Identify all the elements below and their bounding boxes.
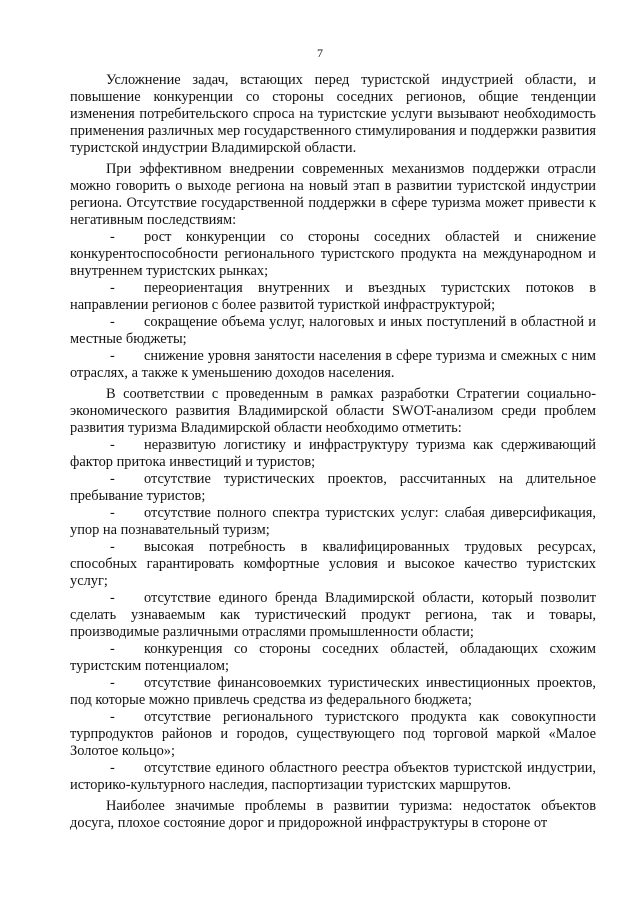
- list-item: [70, 437, 596, 471]
- list-item-text: снижение уровня занятости населения в сфере туризма и смежных с ним отраслях, а также к уменьшению доходов населения.: [70, 348, 596, 381]
- list-dash: -: [110, 229, 115, 245]
- list-dash: -: [110, 675, 115, 691]
- list-dash: -: [110, 641, 115, 657]
- list-dash: -: [110, 471, 115, 487]
- list-item: [70, 229, 596, 280]
- list-dash: -: [110, 590, 115, 606]
- list-item-text: переориентация внутренних и въездных туристских потоков в направлении регионов с более развитой туристкой инфраструктурой;: [70, 280, 596, 313]
- list-dash: -: [110, 760, 115, 776]
- list-dash: -: [110, 348, 115, 364]
- list-dash: -: [110, 539, 115, 555]
- list-item-text: отсутствие туристических проектов, рассчитанных на длительное пребывание туристов;: [70, 471, 596, 504]
- list-item-text: высокая потребность в квалифицированных трудовых ресурсах, способных гарантировать комфортные условия и высокое качество туристских услуг;: [70, 539, 596, 589]
- list-item: [70, 348, 596, 382]
- list-item: [70, 505, 596, 539]
- document-body: [70, 72, 596, 832]
- list-item-text: отсутствие единого областного реестра объектов туристской индустрии, историко-культурного наследия, паспортизации туристских маршрутов.: [70, 760, 596, 793]
- paragraph: Наиболее значимые проблемы в развитии туризма: недостаток объектов досуга, плохое состояние дорог и придорожной инфраструктуры в стороне от: [70, 798, 596, 831]
- list-dash: -: [110, 437, 115, 453]
- paragraph: Усложнение задач, встающих перед туристской индустрией области, и повышение конкуренции со стороны соседних регионов, общие тенденции изменения потребительского спроса на туристские услуги вызывают необходимость применения различных мер государственного стимулирования и поддержки развития туристской индустрии Владимирской области.: [70, 72, 596, 156]
- list-item: [70, 760, 596, 794]
- list-item: [70, 314, 596, 348]
- paragraph: При эффективном внедрении современных механизмов поддержки отрасли можно говорить о выходе региона на новый этап в развитии туристской индустрии региона. Отсутствие государственной поддержки в сфере туризма может привести к негативным последствиям:: [70, 161, 596, 228]
- page-number: 7: [317, 46, 323, 60]
- list-item: [70, 675, 596, 709]
- list-item: [70, 641, 596, 675]
- list-item-text: отсутствие регионального туристского продукта как совокупности турпродуктов районов и городов, существующего под торговой маркой «Малое Золотое кольцо»;: [70, 709, 596, 759]
- list-dash: -: [110, 709, 115, 725]
- list-dash: -: [110, 505, 115, 521]
- paragraph: В соответствии с проведенным в рамках разработки Стратегии социально-экономического развития Владимирской области SWOT-анализом среди проблем развития туризма Владимирской области необходимо отметить:: [70, 386, 596, 436]
- list-item: [70, 590, 596, 641]
- list-item-text: отсутствие полного спектра туристских услуг: слабая диверсификация, упор на познавательный туризм;: [70, 505, 596, 538]
- list-item: [70, 709, 596, 760]
- list-item: [70, 471, 596, 505]
- list-item-text: конкуренция со стороны соседних областей, обладающих схожим туристским потенциалом;: [70, 641, 596, 674]
- list-item-text: неразвитую логистику и инфраструктуру туризма как сдерживающий фактор притока инвестиций и туристов;: [70, 437, 596, 470]
- list-dash: -: [110, 314, 115, 330]
- list-item: [70, 539, 596, 590]
- list-item-text: отсутствие единого бренда Владимирской области, который позволит сделать узнаваемым как туристический продукт региона, так и товары, производимые различными отраслями промышленности области;: [70, 590, 596, 640]
- list-item-text: рост конкуренции со стороны соседних областей и снижение конкурентоспособности регионального туристского продукта на международном и внутреннем туристских рынках;: [70, 229, 596, 279]
- list-item-text: сокращение объема услуг, налоговых и иных поступлений в областной и местные бюджеты;: [70, 314, 596, 347]
- list-item: [70, 280, 596, 314]
- list-dash: -: [110, 280, 115, 296]
- list-item-text: отсутствие финансовоемких туристических инвестиционных проектов, под которые можно привлечь средства из федерального бюджета;: [70, 675, 596, 708]
